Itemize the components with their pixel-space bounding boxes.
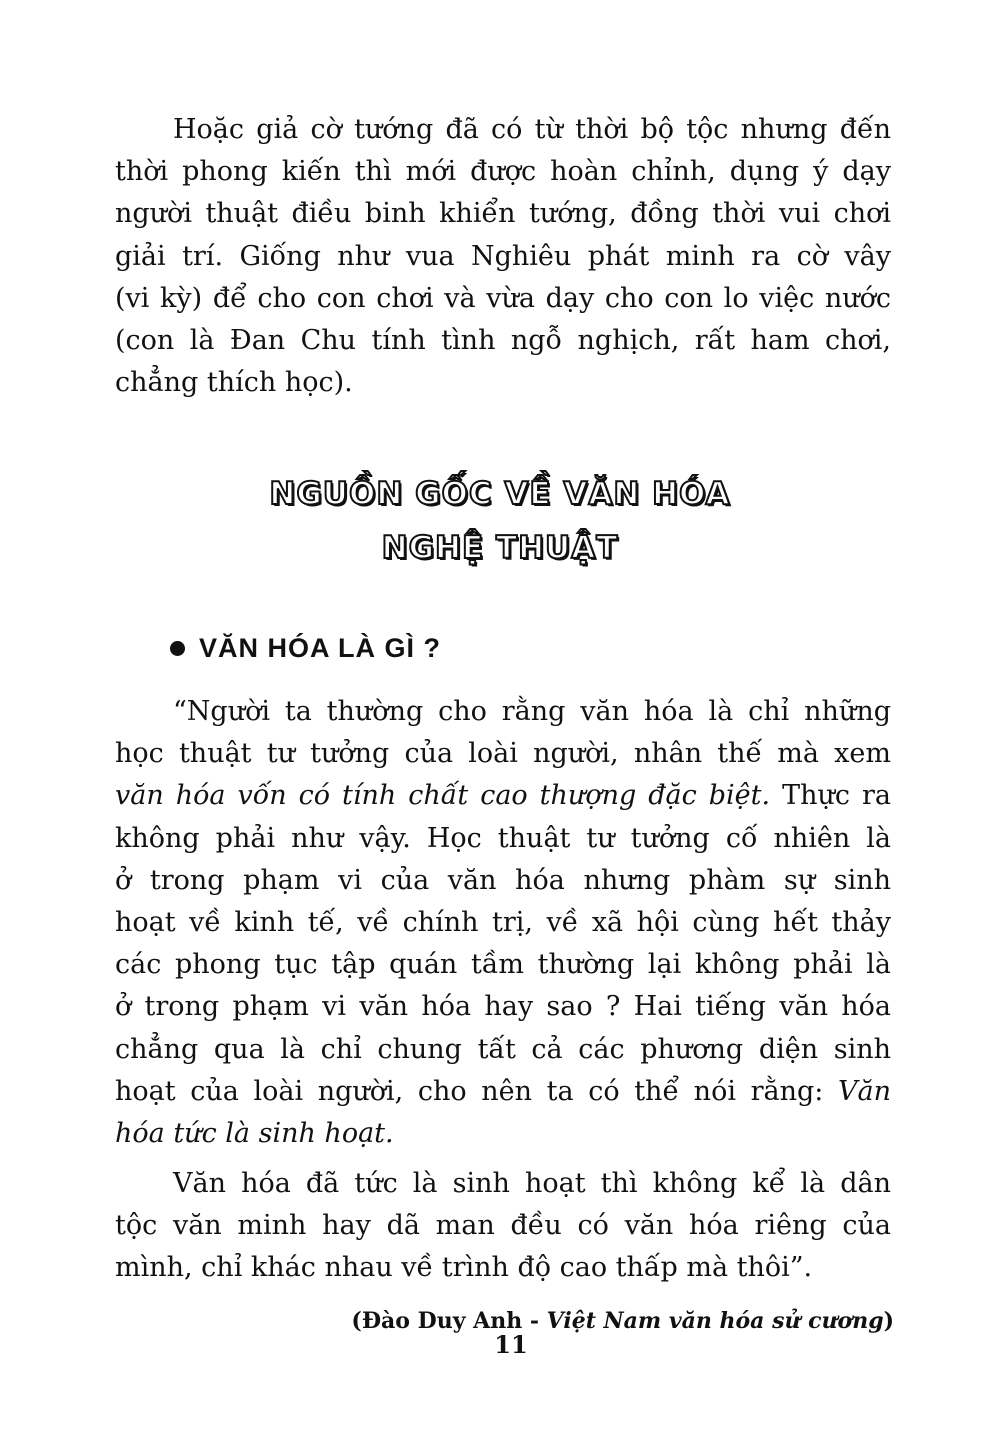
text-segment: hoạt của loài người, cho nên ta có thể nói rằng: bbox=[115, 1075, 838, 1107]
chapter-title-line-2: NGHỆ THUẬT bbox=[381, 530, 619, 566]
text-line bbox=[115, 986, 891, 1028]
text-segment: giải trí. Giống như vua Nghiêu phát minh ra cờ vây bbox=[115, 240, 891, 272]
text-segment: thời phong kiến thì mới được hoàn chỉnh, dụng ý dạy bbox=[115, 156, 891, 188]
text-segment: mình, chỉ khác nhau về trình độ cao thấp mà thôi”. bbox=[115, 1252, 813, 1284]
text-line bbox=[115, 193, 891, 235]
text-segment: ở trong phạm vi của văn hóa nhưng phàm sự sinh bbox=[115, 864, 891, 896]
text-segment: chẳng thích học). bbox=[115, 367, 353, 399]
text-line bbox=[115, 236, 891, 278]
citation-work: Việt Nam văn hóa sử cương bbox=[546, 1308, 884, 1334]
text-line bbox=[115, 151, 891, 193]
paragraph-quote-end bbox=[115, 1163, 891, 1290]
text-line bbox=[115, 1205, 891, 1247]
text-segment: “Người ta thường cho rằng văn hóa là chỉ những bbox=[173, 696, 891, 727]
chapter-title-line-1: NGUỒN GỐC VỀ VĂN HÓA bbox=[269, 476, 731, 512]
text-segment: (vi kỳ) để cho con chơi và vừa dạy cho con lo việc nước bbox=[115, 282, 891, 314]
paragraph-intro bbox=[115, 109, 891, 404]
text-line bbox=[115, 860, 891, 902]
text-segment: học thuật tư tưởng của loài người, nhân thế mà xem bbox=[115, 738, 891, 770]
italic-text: Văn bbox=[838, 1075, 891, 1107]
paragraph-quote bbox=[115, 691, 891, 1155]
italic-text: văn hóa vốn có tính chất cao thượng đặc biệt. bbox=[115, 780, 771, 812]
text-line bbox=[115, 1163, 891, 1205]
text-segment: không phải như vậy. Học thuật tư tưởng cố nhiên là bbox=[115, 822, 891, 854]
text-line bbox=[115, 362, 891, 404]
text-segment: các phong tục tập quán tầm thường lại không phải là bbox=[115, 949, 891, 981]
section-heading bbox=[170, 633, 441, 664]
text-segment: Hoặc giả cờ tướng đã có từ thời bộ tộc nhưng đến bbox=[173, 114, 891, 145]
text-segment: Thực ra bbox=[770, 780, 892, 812]
text-segment: tộc văn minh hay dã man đều có văn hóa riêng của bbox=[115, 1210, 891, 1242]
section-heading-text: VĂN HÓA LÀ GÌ ? bbox=[199, 633, 441, 663]
text-line bbox=[115, 1071, 891, 1113]
text-segment: ở trong phạm vi văn hóa hay sao ? Hai tiếng văn hóa bbox=[115, 991, 891, 1023]
text-line bbox=[115, 1113, 891, 1155]
text-line bbox=[115, 944, 891, 986]
page-number: 11 bbox=[494, 1330, 528, 1359]
citation-close: ) bbox=[883, 1308, 894, 1334]
text-segment: người thuật điều binh khiển tướng, đồng thời vui chơi bbox=[115, 198, 891, 230]
text-line bbox=[115, 109, 891, 151]
text-line bbox=[115, 902, 891, 944]
text-line bbox=[115, 1029, 891, 1071]
text-line bbox=[115, 278, 891, 320]
text-line bbox=[115, 1247, 891, 1289]
text-segment: Văn hóa đã tức là sinh hoạt thì không kể là dân bbox=[173, 1168, 891, 1199]
bullet-icon bbox=[170, 641, 185, 656]
text-line bbox=[115, 691, 891, 733]
text-segment: hoạt về kinh tế, về chính trị, về xã hội cùng hết thảy bbox=[115, 906, 891, 938]
text-line bbox=[115, 818, 891, 860]
italic-text: hóa tức là sinh hoạt. bbox=[115, 1117, 394, 1149]
text-segment: (con là Đan Chu tính tình ngỗ nghịch, rất ham chơi, bbox=[115, 324, 891, 356]
text-line bbox=[115, 775, 891, 817]
text-line bbox=[115, 320, 891, 362]
text-segment: chẳng qua là chỉ chung tất cả các phương diện sinh bbox=[115, 1033, 891, 1065]
citation-author: (Đào Duy Anh - bbox=[351, 1308, 547, 1334]
text-line bbox=[115, 733, 891, 775]
